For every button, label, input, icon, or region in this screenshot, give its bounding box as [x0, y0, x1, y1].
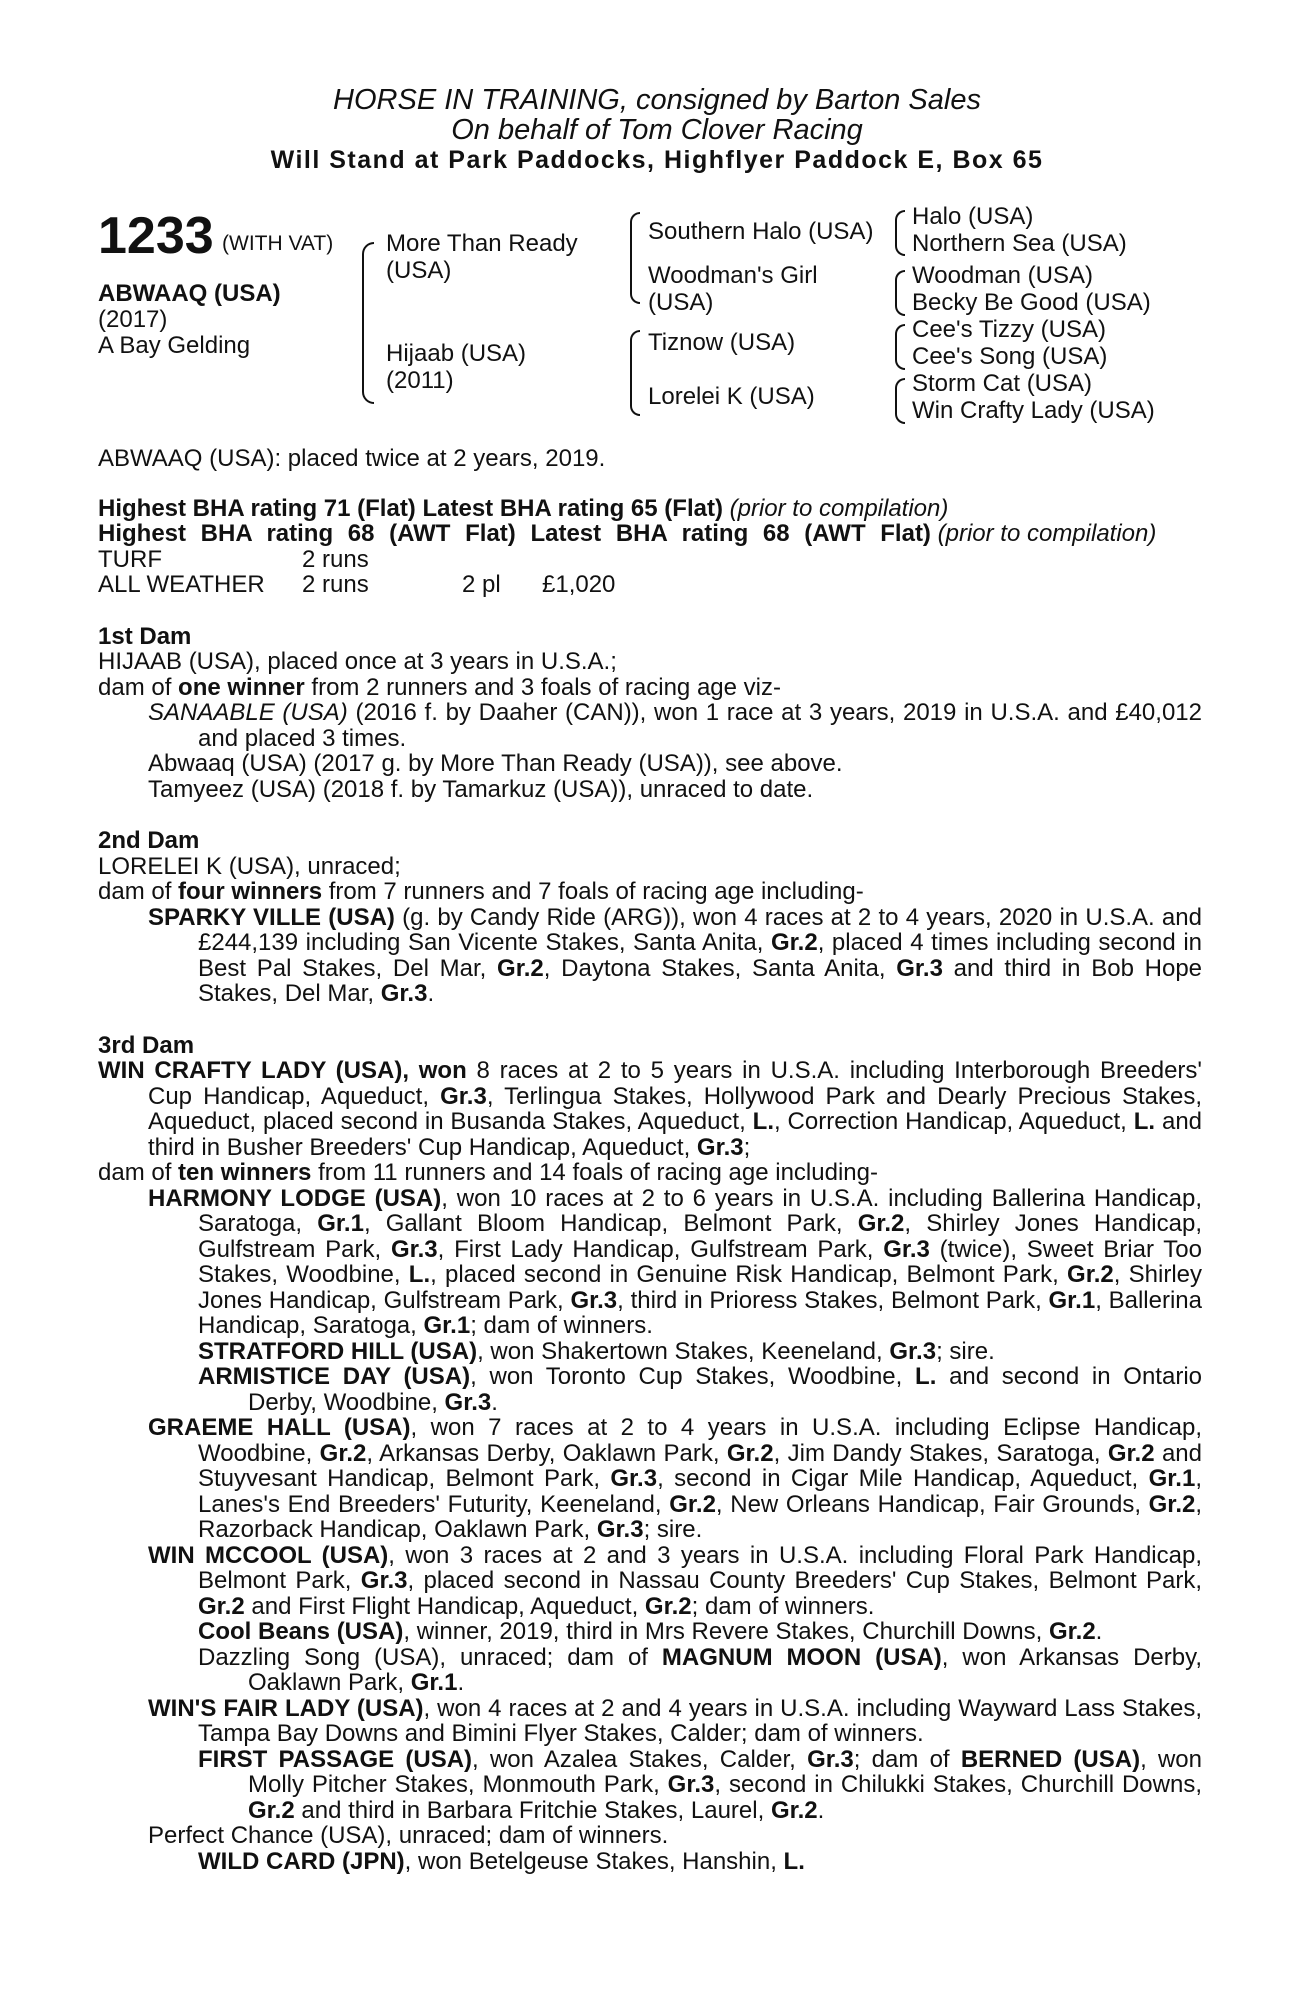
catalogue-body	[98, 446, 1202, 1874]
sire-sire: Southern Halo (USA)	[648, 218, 874, 245]
vat-note: (WITH VAT)	[222, 232, 334, 255]
rating-line-2: Highest BHA rating 68 (AWT Flat) Latest BHA rating 68 (AWT Flat) (prior to compilation)	[98, 520, 1157, 547]
dam-dam: Lorelei K (USA)	[648, 383, 815, 410]
dam: Hijaab (USA)	[386, 340, 527, 367]
produce-sparky-ville: SPARKY VILLE (USA) (g. by Candy Ride (ARG)), won 4 races at 2 to 4 years, 2020 in U.S.A. and £244,139 including San Vicente Stakes, Santa Anita, Gr.2, placed 4 times including second in Best Pal Stakes, Del Mar, Gr.2, Daytona Stakes, Santa Anita, Gr.3 and third in Bob Hope Stakes, Del Mar, Gr.3.	[148, 903, 1203, 1007]
produce-win-mccool: WIN MCCOOL (USA), won 3 races at 2 and 3 years in U.S.A. including Floral Park Handicap, Belmont Park, Gr.3, placed second in Nassau County Breeders' Cup Stakes, Belmont Park, Gr.2 and First Flight Handicap, Aqueduct, Gr.2; dam of winners.	[148, 1541, 1202, 1620]
produce-sanaable: SANAABLE (USA) (2016 f. by Daaher (CAN)), won 1 race at 3 years, 2019 in U.S.A. and £40,012 and placed 3 times.	[148, 699, 1202, 752]
produce-perfect-chance: Perfect Chance (USA), unraced; dam of winners.	[148, 1822, 669, 1849]
first-dam-heading: 1st Dam	[98, 622, 192, 650]
dam-sire: Tiznow (USA)	[648, 329, 796, 356]
pedigree-brace-3d	[895, 378, 905, 424]
second-dam-heading: 2nd Dam	[98, 827, 200, 854]
produce-wins-fair-lady: WIN'S FAIR LADY (USA), won 4 races at 2 and 4 years in U.S.A. including Wayward Lass Stakes, Tampa Bay Downs and Bimini Flyer Stakes, Calder; dam of winners.	[148, 1694, 1203, 1747]
produce-harmony-lodge: HARMONY LODGE (USA), won 10 races at 2 to 6 years in U.S.A. including Ballerina Handicap, Saratoga, Gr.1, Gallant Bloom Handicap, Belmont Park, Gr.2, Shirley Jones Handicap, Gulfstream Park, Gr.3, First Lady Handicap, Gulfstream Park, Gr.3 (twice), Sweet Briar Too Stakes, Woodbine, L., placed second in Genuine Risk Handicap, Belmont Park, Gr.2, Shirley Jones Handicap, Gulfstream Park, Gr.3, third in Prioress Stakes, Belmont Park, Gr.1, Ballerina Handicap, Saratoga, Gr.1; dam of winners.	[148, 1184, 1203, 1339]
third-dam-produce: dam of ten winners from 11 runners and 14 foals of racing age including-	[98, 1159, 878, 1186]
produce-tamyeez: Tamyeez (USA) (2018 f. by Tamarkuz (USA)), unraced to date.	[148, 775, 814, 803]
pedigree-brace-2b	[630, 330, 640, 416]
sire-dam-country: (USA)	[648, 289, 714, 316]
dam-year: (2011)	[386, 367, 454, 394]
produce-first-passage: FIRST PASSAGE (USA), won Azalea Stakes, Calder, Gr.3; dam of BERNED (USA), won Molly Pitcher Stakes, Monmouth Park, Gr.3, second in Chilukki Stakes, Churchill Downs, Gr.2 and third in Barbara Fritchie Stakes, Laurel, Gr.2.	[198, 1745, 1203, 1824]
horse-description: A Bay Gelding	[98, 332, 251, 359]
second-dam-line: LORELEI K (USA), unraced;	[98, 852, 401, 880]
lot-number: 1233	[98, 207, 214, 265]
dsd: Cee's Song (USA)	[912, 343, 1108, 370]
produce-abwaaq: Abwaaq (USA) (2017 g. by More Than Ready (USA)), see above.	[148, 750, 843, 777]
produce-graeme-hall: GRAEME HALL (USA), won 7 races at 2 to 4 years in U.S.A. including Eclipse Handicap, Woodbine, Gr.2, Arkansas Derby, Oaklawn Park, Gr.2, Jim Dandy Stakes, Saratoga, Gr.2 and Stuyvesant Handicap, Belmont Park, Gr.3, second in Cigar Mile Handicap, Aqueduct, Gr.1, Lanes's End Breeders' Futurity, Keeneland, Gr.2, New Orleans Handicap, Fair Grounds, Gr.2, Razorback Handicap, Oaklawn Park, Gr.3; sire.	[148, 1414, 1203, 1543]
dss: Cee's Tizzy (USA)	[912, 316, 1106, 343]
horse-year: (2017)	[98, 306, 168, 333]
sire-country: (USA)	[386, 257, 452, 284]
produce-cool-beans: Cool Beans (USA), winner, 2019, third in Mrs Revere Stakes, Churchill Downs, Gr.2.	[198, 1618, 1103, 1645]
ddd: Win Crafty Lady (USA)	[912, 397, 1155, 424]
pedigree-brace-2a	[630, 212, 640, 304]
sire-dam: Woodman's Girl	[648, 262, 818, 289]
dds: Storm Cat (USA)	[912, 370, 1093, 397]
race-summary: ABWAAQ (USA): placed twice at 2 years, 2019.	[98, 445, 606, 472]
rating-line-1: Highest BHA rating 71 (Flat) Latest BHA rating 65 (Flat) (prior to compilation)	[98, 494, 949, 522]
first-dam-produce: dam of one winner from 2 runners and 3 foals of racing age viz-	[98, 673, 781, 701]
sss: Halo (USA)	[912, 203, 1034, 230]
location-line: Will Stand at Park Paddocks, Highflyer Paddock E, Box 65	[270, 146, 1044, 174]
behalf-line: On behalf of Tom Clover Racing	[451, 114, 863, 146]
horse-name: ABWAAQ (USA)	[98, 280, 281, 307]
sire: More Than Ready	[386, 230, 578, 257]
turf-row: TURF 2 runs	[98, 545, 369, 573]
pedigree-brace-3b	[895, 270, 905, 316]
second-dam-produce: dam of four winners from 7 runners and 7 foals of racing age including-	[98, 878, 864, 905]
third-dam-line: WIN CRAFTY LADY (USA), won 8 races at 2 to 5 years in U.S.A. including Interborough Breeders' Cup Handicap, Aqueduct, Gr.3, Terlingua Stakes, Hollywood Park and Dearly Precious Stakes, Aqueduct, placed second in Busanda Stakes, Aqueduct, L., Correction Handicap, Aqueduct, L. and third in Busher Breeders' Cup Handicap, Aqueduct, Gr.3;	[98, 1057, 1203, 1161]
aw-row: ALL WEATHER 2 runs 2 pl £1,020	[98, 571, 616, 598]
produce-armistice-day: ARMISTICE DAY (USA), won Toronto Cup Stakes, Woodbine, L. and second in Ontario Derby, Woodbine, Gr.3.	[198, 1363, 1202, 1416]
produce-dazzling-song: Dazzling Song (USA), unraced; dam of MAGNUM MOON (USA), won Arkansas Derby, Oaklawn Park, Gr.1.	[198, 1643, 1202, 1696]
consignor-line: HORSE IN TRAINING, consigned by Barton Sales	[333, 84, 981, 116]
pedigree-brace-3a	[895, 210, 905, 256]
sdd: Becky Be Good (USA)	[912, 289, 1151, 316]
pedigree-brace-1	[362, 242, 374, 404]
first-dam-line: HIJAAB (USA), placed once at 3 years in U.S.A.;	[98, 648, 617, 675]
pedigree-brace-3c	[895, 324, 905, 370]
produce-wild-card: WILD CARD (JPN), won Betelgeuse Stakes, Hanshin, L.	[198, 1847, 805, 1875]
ssd: Northern Sea (USA)	[912, 230, 1127, 257]
produce-stratford-hill: STRATFORD HILL (USA), won Shakertown Stakes, Keeneland, Gr.3; sire.	[198, 1337, 995, 1365]
third-dam-heading: 3rd Dam	[98, 1031, 195, 1059]
sds: Woodman (USA)	[912, 262, 1093, 289]
